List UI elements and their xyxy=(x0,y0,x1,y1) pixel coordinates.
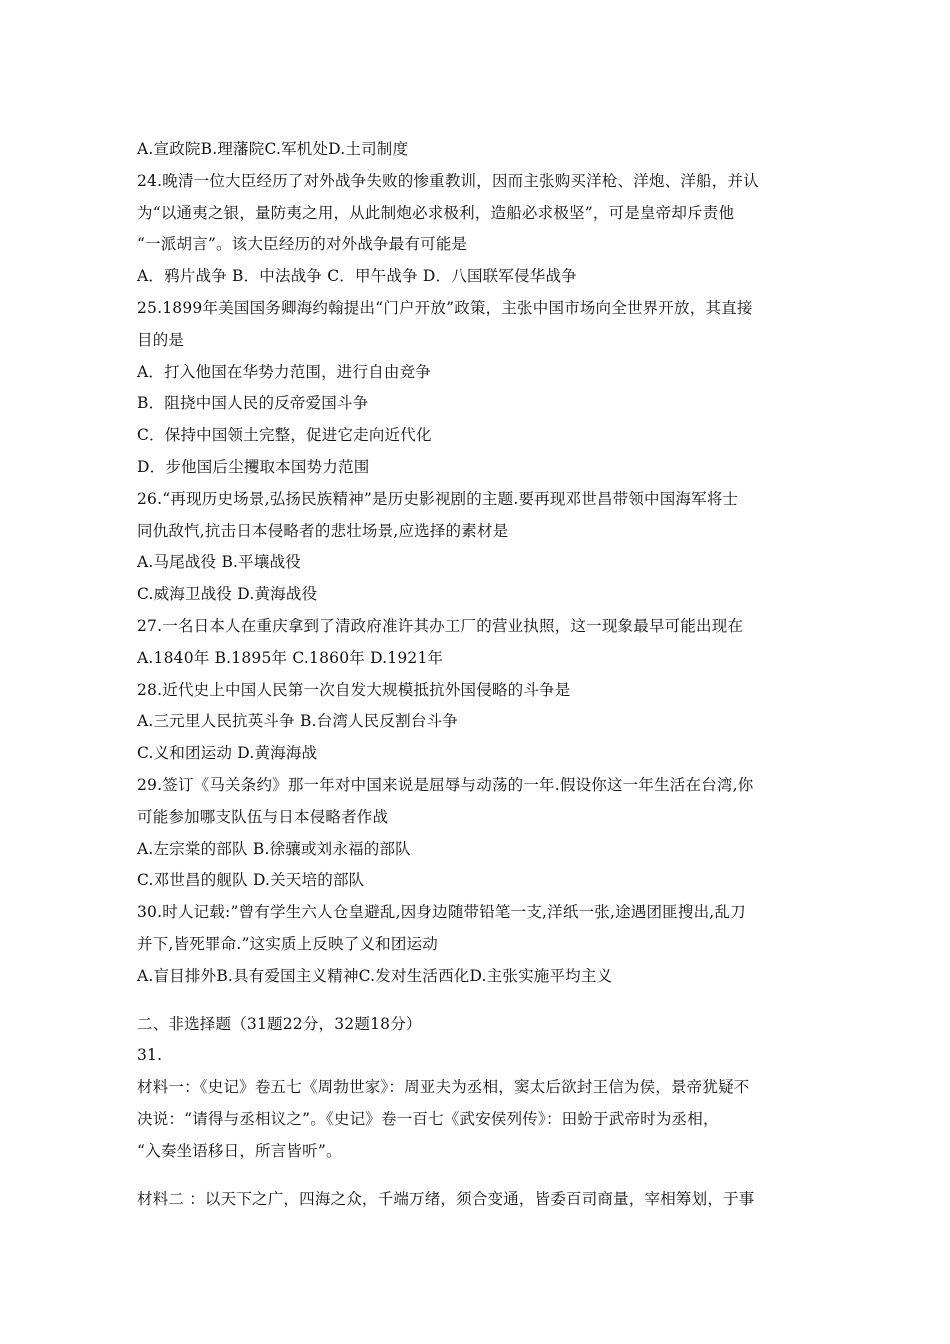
material-2-line-1: 材料二 ：以天下之广，四海之众，千端万绪，须合变通，皆委百司商量，宰相筹划，于事 xyxy=(137,1189,755,1208)
question-25: 25.1899年美国国务卿海约翰提出“门户开放”政策，主张中国市场向全世界开放，其直接 xyxy=(137,298,753,317)
section-spacer xyxy=(137,993,817,1009)
question-27: 27.一名日本人在重庆拿到了清政府准许其办工厂的营业执照，这一现象最早可能出现在 xyxy=(137,616,744,635)
document-body xyxy=(137,134,817,1215)
question-25-cont: 目的是 xyxy=(137,330,185,349)
question-24-cont2: “一派胡言”。该大臣经历的对外战争最有可能是 xyxy=(137,235,468,254)
question-28-options-ab: A.三元里人民抗英斗争 B.台湾人民反割台斗争 xyxy=(137,712,458,731)
question-25-option-d: D．步他国后尘攫取本国势力范围 xyxy=(137,457,370,476)
question-24-options: A．鸦片战争 B．中法战争 C．甲午战争 D．八国联军侵华战争 xyxy=(137,267,577,286)
question-26: 26.“再现历史场景,弘扬民族精神”是历史影视剧的主题.要再现邓世昌带领中国海军将士 xyxy=(137,489,739,508)
material-1-line-1: 材料一：《史记》卷五七《周勃世家》：周亚夫为丞相，窦太后欲封王信为侯，景帝犹疑不 xyxy=(137,1078,750,1097)
question-30: 30.时人记载:”曾有学生六人仓皇避乱,因身边随带铅笔一支,洋纸一张,途遇团匪搜出,乱刀 xyxy=(137,903,746,922)
question-31-number: 31. xyxy=(137,1046,163,1065)
question-26-options-ab: A.马尾战役 B.平壤战役 xyxy=(137,553,301,572)
question-27-options: A.1840年 B.1895年 C.1860年 D.1921年 xyxy=(137,648,444,667)
question-25-option-c: C．保持中国领土完整，促进它走向近代化 xyxy=(137,426,432,445)
question-26-options-cd: C.威海卫战役 D.黄海战役 xyxy=(137,585,318,604)
question-30-cont: 并下,皆死罪命.”这实质上反映了义和团运动 xyxy=(137,934,438,953)
material-spacer xyxy=(137,1168,817,1184)
question-29-cont: 可能参加哪支队伍与日本侵略者作战 xyxy=(137,807,389,826)
question-28-options-cd: C.义和团运动 D.黄海海战 xyxy=(137,744,318,763)
question-24: 24.晚清一位大臣经历了对外战争失败的惨重教训，因而主张购买洋枪、洋炮、洋船，并认 xyxy=(137,171,759,190)
section-heading-non-choice: 二、非选择题（31题22分，32题18分） xyxy=(137,1014,422,1033)
question-25-option-a: A．打入他国在华势力范围，进行自由竞争 xyxy=(137,362,431,381)
question-30-options: A.盲目排外B.具有爱国主义精神C.发对生活西化D.主张实施平均主义 xyxy=(137,966,613,985)
question-28: 28.近代史上中国人民第一次自发大规模抵抗外国侵略的斗争是 xyxy=(137,680,571,699)
question-26-cont: 同仇敌忾,抗击日本侵略者的悲壮场景,应选择的素材是 xyxy=(137,521,509,540)
material-1-line-3: “入奏坐语移日，所言皆听”。 xyxy=(137,1141,342,1160)
question-29-options-cd: C.邓世昌的舰队 D.关天培的部队 xyxy=(137,871,365,890)
material-1-line-2: 决说：“请得与丞相议之”。《史记》卷一百七《武安侯列传》：田蚡于武帝时为丞相， xyxy=(137,1109,719,1128)
question-24-cont: 为“以通夷之银，量防夷之用，从此制炮必求极利，造船必求极坚”，可是皇帝却斥责他 xyxy=(137,203,735,222)
question-29: 29.签订《马关条约》那一年对中国来说是屈辱与动荡的一年.假设你这一年生活在台湾,你 xyxy=(137,775,754,794)
text-line-options-23: A.宣政院B.理藩院C.军机处D.土司制度 xyxy=(137,140,409,158)
question-25-option-b: B．阻挠中国人民的反帝爱国斗争 xyxy=(137,394,369,413)
question-29-options-ab: A.左宗棠的部队 B.徐骧或刘永福的部队 xyxy=(137,839,411,858)
